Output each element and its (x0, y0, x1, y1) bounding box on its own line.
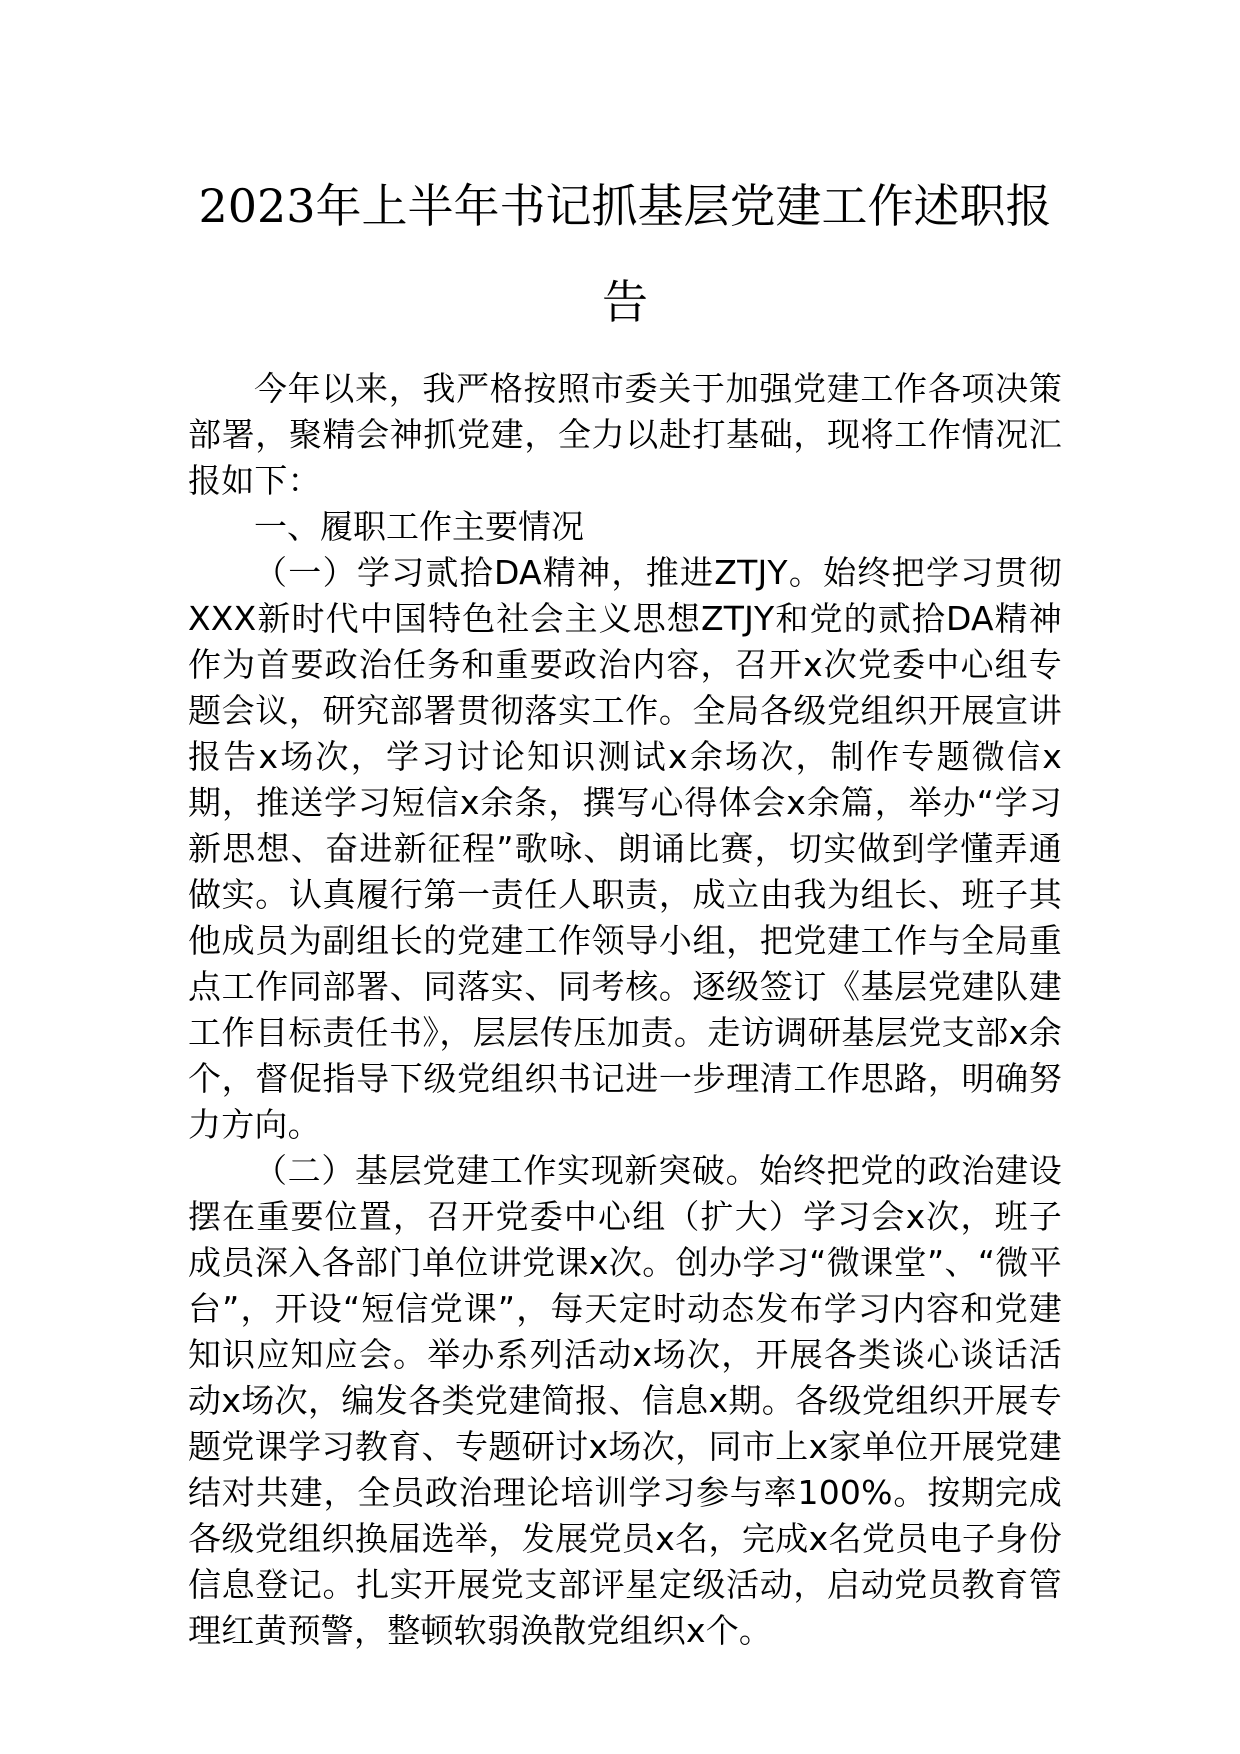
paragraph-grassroots: （二）基层党建工作实现新突破。始终把党的政治建设摆在重要位置，召开党委中心组（扩大）学习会x次，班子成员深入各部门单位讲党课x次。创办学习“微课堂”、“微平台”，开设“短信党课”，每天定时动态发布学习内容和党建知识应知应会。举办系列活动x场次，开展各类谈心谈话活动x场次，编发各类党建简报、信息x期。各级党组织开展专题党课学习教育、专题研讨x场次，同市上x家单位开展党建结对共建，全员政治理论培训学习参与率100%。按期完成各级党组织换届选举，发展党员x名，完成x名党员电子身份信息登记。扎实开展党支部评星定级活动，启动党员教育管理红黄预警，整顿软弱涣散党组织x个。 (188, 1151, 1062, 1650)
intro-paragraph: 今年以来，我严格按照市委关于加强党建工作各项决策部署，聚精会神抓党建，全力以赴打基础，现将工作情况汇报如下： (188, 369, 1062, 500)
document-body (188, 366, 1062, 1654)
paragraph-study: （一）学习贰拾DA精神，推进ZTJY。始终把学习贯彻XXX新时代中国特色社会主义思想ZTJY和党的贰拾DA精神作为首要政治任务和重要政治内容，召开x次党委中心组专题会议，研究部署贯彻落实工作。全局各级党组织开展宣讲报告x场次，学习讨论知识测试x余场次，制作专题微信x期，推送学习短信x余条，撰写心得体会x余篇，举办“学习新思想、奋进新征程”歌咏、朗诵比赛，切实做到学懂弄通做实。认真履行第一责任人职责，成立由我为组长、班子其他成员为副组长的党建工作领导小组，把党建工作与全局重点工作同部署、同落实、同考核。逐级签订《基层党建队建工作目标责任书》，层层传压加责。走访调研基层党支部x余个，督促指导下级党组织书记进一步理清工作思路，明确努力方向。 (188, 553, 1062, 1144)
section-heading: 一、履职工作主要情况 (254, 507, 584, 546)
document-page (188, 0, 1062, 1654)
document-title: 2023年上半年书记抓基层党建工作述职报告 (198, 179, 1052, 329)
